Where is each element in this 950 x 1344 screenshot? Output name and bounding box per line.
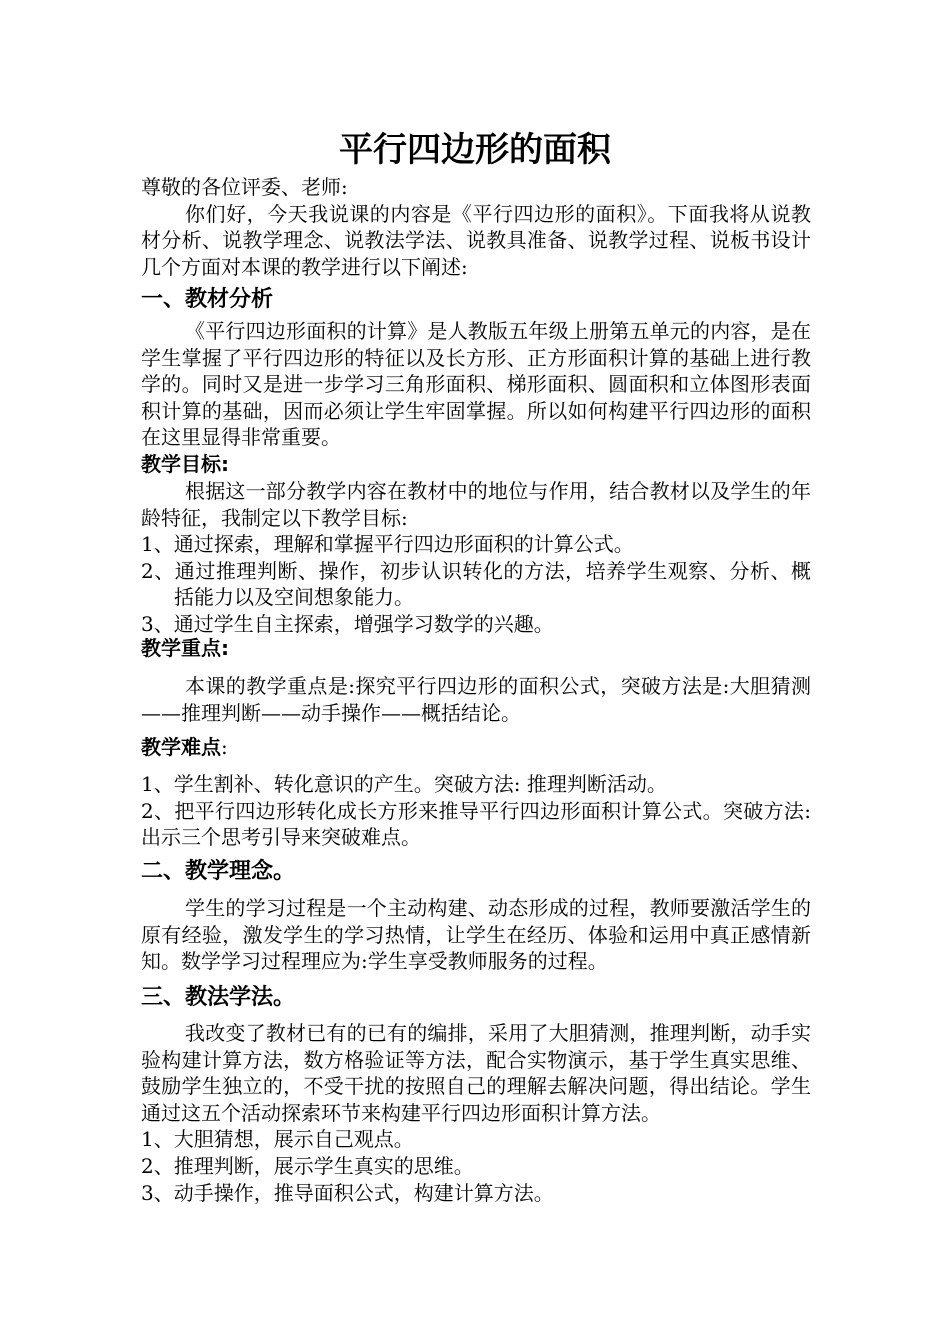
textbook-analysis-body — [141, 318, 811, 451]
difficult-points-heading — [141, 733, 811, 761]
difficult-points-heading-colon: : — [221, 735, 228, 759]
section-heading-methods: 三、教法学法。 — [141, 985, 296, 1010]
goal-item-1: 1、通过探索，理解和掌握平行四边形面积的计算公式。 — [141, 532, 634, 557]
method-item-2: 2、推理判断，展示学生真实的思维。 — [141, 1153, 474, 1178]
teaching-philosophy-body — [141, 895, 811, 975]
method-item-1: 1、大胆猜想，展示自己观点。 — [141, 1127, 414, 1152]
difficult-points-body — [141, 771, 811, 851]
section-heading-teaching-philosophy: 二、教学理念。 — [141, 859, 296, 884]
goal-item-3: 3、通过学生自主探索，增强学习数学的兴趣。 — [141, 611, 554, 636]
key-points-paragraph: 本课的教学重点是:探究平行四边形的面积公式，突破方法是:大胆猜测——推理判断——动手操作——概括结论。 — [141, 674, 811, 725]
difficult-points-heading-text: 教学难点 — [141, 735, 221, 759]
teaching-goals-block — [141, 450, 811, 638]
key-points-heading: 教学重点: — [141, 636, 229, 660]
key-points-heading-block — [141, 634, 811, 662]
teaching-goals-heading: 教学目标: — [141, 452, 229, 476]
methods-paragraph: 我改变了教材已有的已有的编排，采用了大胆猜测，推理判断，动手实验构建计算方法，数方格验证等方法，配合实物演示，基于学生真实思维、鼓励学生独立的，不受干扰的按照自己的理解去解决问题，得出结论。学生通过这五个活动探索环节来构建平行四边形面积计算方法。 — [141, 1021, 811, 1125]
difficult-points-heading-block — [141, 733, 811, 761]
key-points-body — [141, 673, 811, 726]
difficult-item-1: 1、学生割补、转化意识的产生。突破方法: 推理判断活动。 — [141, 772, 667, 796]
teaching-philosophy-heading-block — [141, 857, 811, 887]
document-title: 平行四边形的面积 — [339, 130, 611, 170]
teaching-goals-paragraph: 根据这一部分教学内容在教材中的地位与作用，结合教材以及学生的年龄特征，我制定以下教学目标: — [141, 479, 811, 530]
section-textbook-analysis — [141, 285, 811, 315]
goal-item-2: 2、通过推理判断、操作，初步认识转化的方法，培养学生观察、分析、概括能力以及空间想象能力。 — [141, 558, 811, 610]
methods-body — [141, 1020, 811, 1206]
methods-heading-block — [141, 983, 811, 1013]
method-item-3: 3、动手操作，推导面积公式，构建计算方法。 — [141, 1180, 554, 1205]
greeting-line: 尊敬的各位评委、老师: — [141, 175, 348, 199]
teaching-philosophy-paragraph: 学生的学习过程是一个主动构建、动态形成的过程，教师要激活学生的原有经验，激发学生的学习热情，让学生在经历、体验和运用中真正感情新知。数学学习过程理应为:学生享受教师服务的过程。 — [141, 896, 811, 974]
difficult-item-2: 2、把平行四边形转化成长方形来推导平行四边形面积计算公式。突破方法: 出示三个思考引导来突破难点。 — [141, 798, 811, 850]
textbook-analysis-paragraph: 《平行四边形面积的计算》是人教版五年级上册第五单元的内容，是在学生掌握了平行四边形的特征以及长方形、正方形面积计算的基础上进行教学的。同时又是进一步学习三角形面积、梯形面积、圆面积和立体图形表面积计算的基础，因而必须让学生牢固掌握。所以如何构建平行四边形的面积在这里显得非常重要。 — [141, 319, 811, 450]
section-heading-textbook-analysis: 一、教材分析 — [141, 287, 274, 312]
intro-paragraph: 你们好，今天我说课的内容是《平行四边形的面积》。下面我将从说教材分析、说教学理念、说教法学法、说教具准备、说教学过程、说板书设计几个方面对本课的教学进行以下阐述: — [141, 201, 811, 279]
opening-block — [141, 174, 811, 280]
